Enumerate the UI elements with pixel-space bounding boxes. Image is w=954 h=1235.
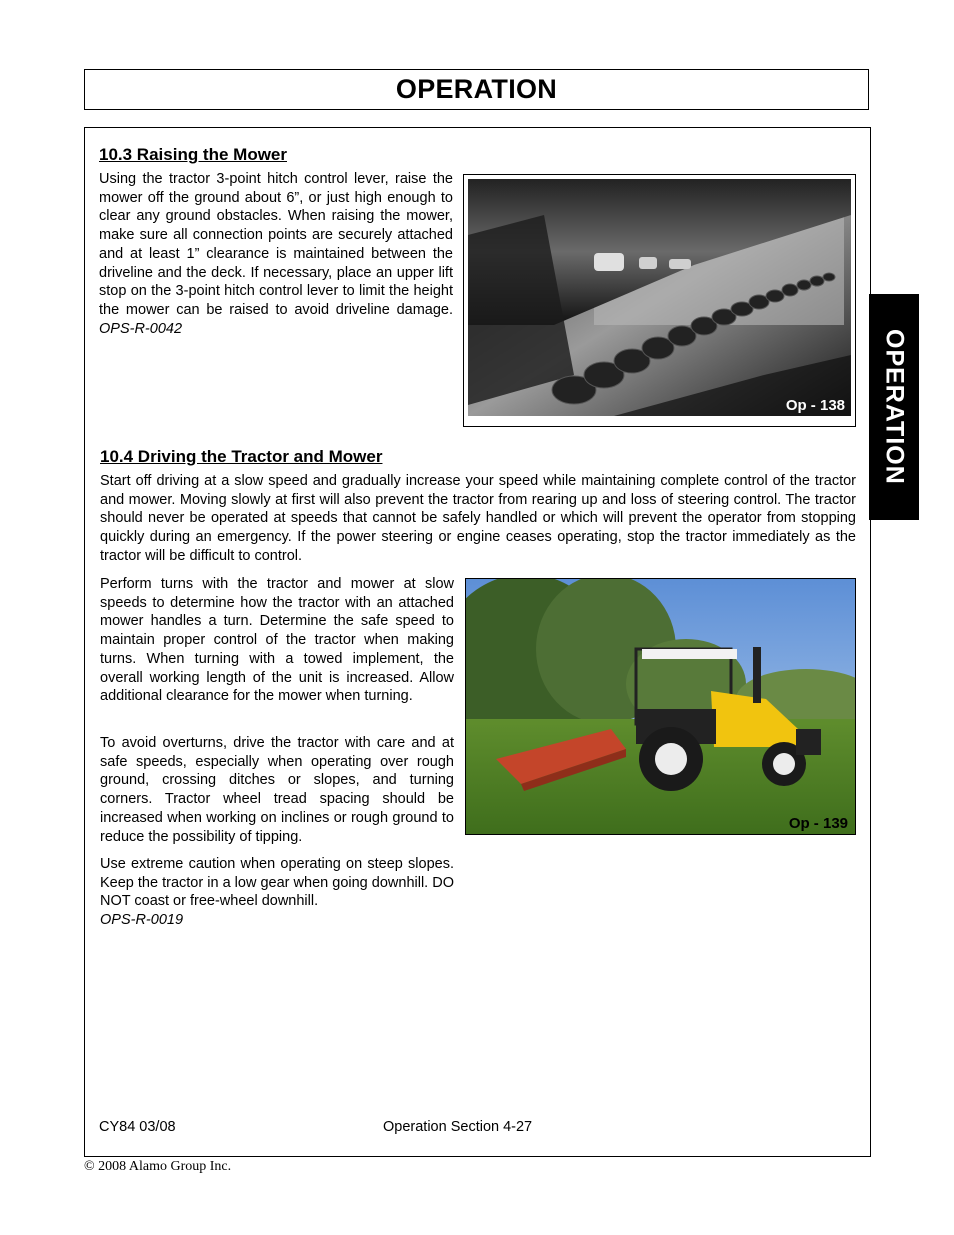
section-10-4-title: 10.4 Driving the Tractor and Mower: [100, 447, 383, 466]
section-10-4-overturns: To avoid overturns, drive the tractor with care and at safe speeds, especially when operating over rough ground, crossing ditches or slopes, and turning corners. Tractor wheel tread spacing should be increased when working on inclines or rough ground to reduce the possibility of tipping.: [100, 735, 454, 845]
section-10-4-turns: Perform turns with the tractor and mower at slow speeds to determine how the tractor with an attached mower handles a turn. Determine the safe speed to maintain proper control of the tractor when making turns. When turning with a towed implement, the overall working length of the unit is increased. Allow additional clearance for the mower when turning.: [100, 576, 454, 705]
copyright-notice: © 2008 Alamo Group Inc.: [84, 1159, 232, 1174]
figure-op-139-label: Op - 139: [788, 815, 848, 832]
section-10-4-slopes-text: Use extreme caution when operating on steep slopes. Keep the tractor in a low gear when going downhill. DO NOT coast or free-wheel downhill.: [100, 856, 454, 910]
figure-op-138: [463, 174, 856, 427]
footer-model-date: CY84 03/08: [99, 1119, 176, 1135]
page-title: OPERATION: [395, 74, 558, 104]
tractor-mower-photo: [466, 579, 855, 834]
driveline-photo: [464, 175, 855, 426]
section-10-3-ref: OPS-R-0042: [99, 320, 183, 337]
footer-page-number: Operation Section 4-27: [383, 1119, 533, 1135]
figure-op-139: [465, 578, 856, 835]
side-tab-label: OPERATION: [880, 329, 909, 485]
section-10-4-intro: Start off driving at a slow speed and gradually increase your speed while maintaining complete control of the tractor and mower. Moving slowly at first will also prevent the tractor from rearing up and loss of steering control. The tractor should never be operated at speeds that cannot be safely handled or which will prevent the operator from stopping quickly during an emergency. If the power steering or engine ceases operating, stop the tractor immediately as the tractor will be difficult to control.: [100, 473, 856, 564]
section-side-tab: [869, 294, 919, 520]
section-10-4-slopes: [100, 855, 454, 930]
section-10-3-text: Using the tractor 3-point hitch control lever, raise the mower off the ground about 6”, or just high enough to clear any ground obstacles. When raising the mower, make sure all connection points are securely attached and at least 1” clearance is maintained between the driveline and the deck. If necessary, place an upper lift stop on the 3-point hitch control lever to limit the height the mower can be raised to avoid driveline damage.: [99, 171, 453, 318]
figure-op-138-label: Op - 138: [785, 397, 845, 414]
page-header: [84, 69, 869, 110]
section-10-4-ref: OPS-R-0019: [100, 912, 184, 929]
section-10-3-body: [99, 170, 453, 338]
section-10-3-title: 10.3 Raising the Mower: [99, 145, 287, 164]
